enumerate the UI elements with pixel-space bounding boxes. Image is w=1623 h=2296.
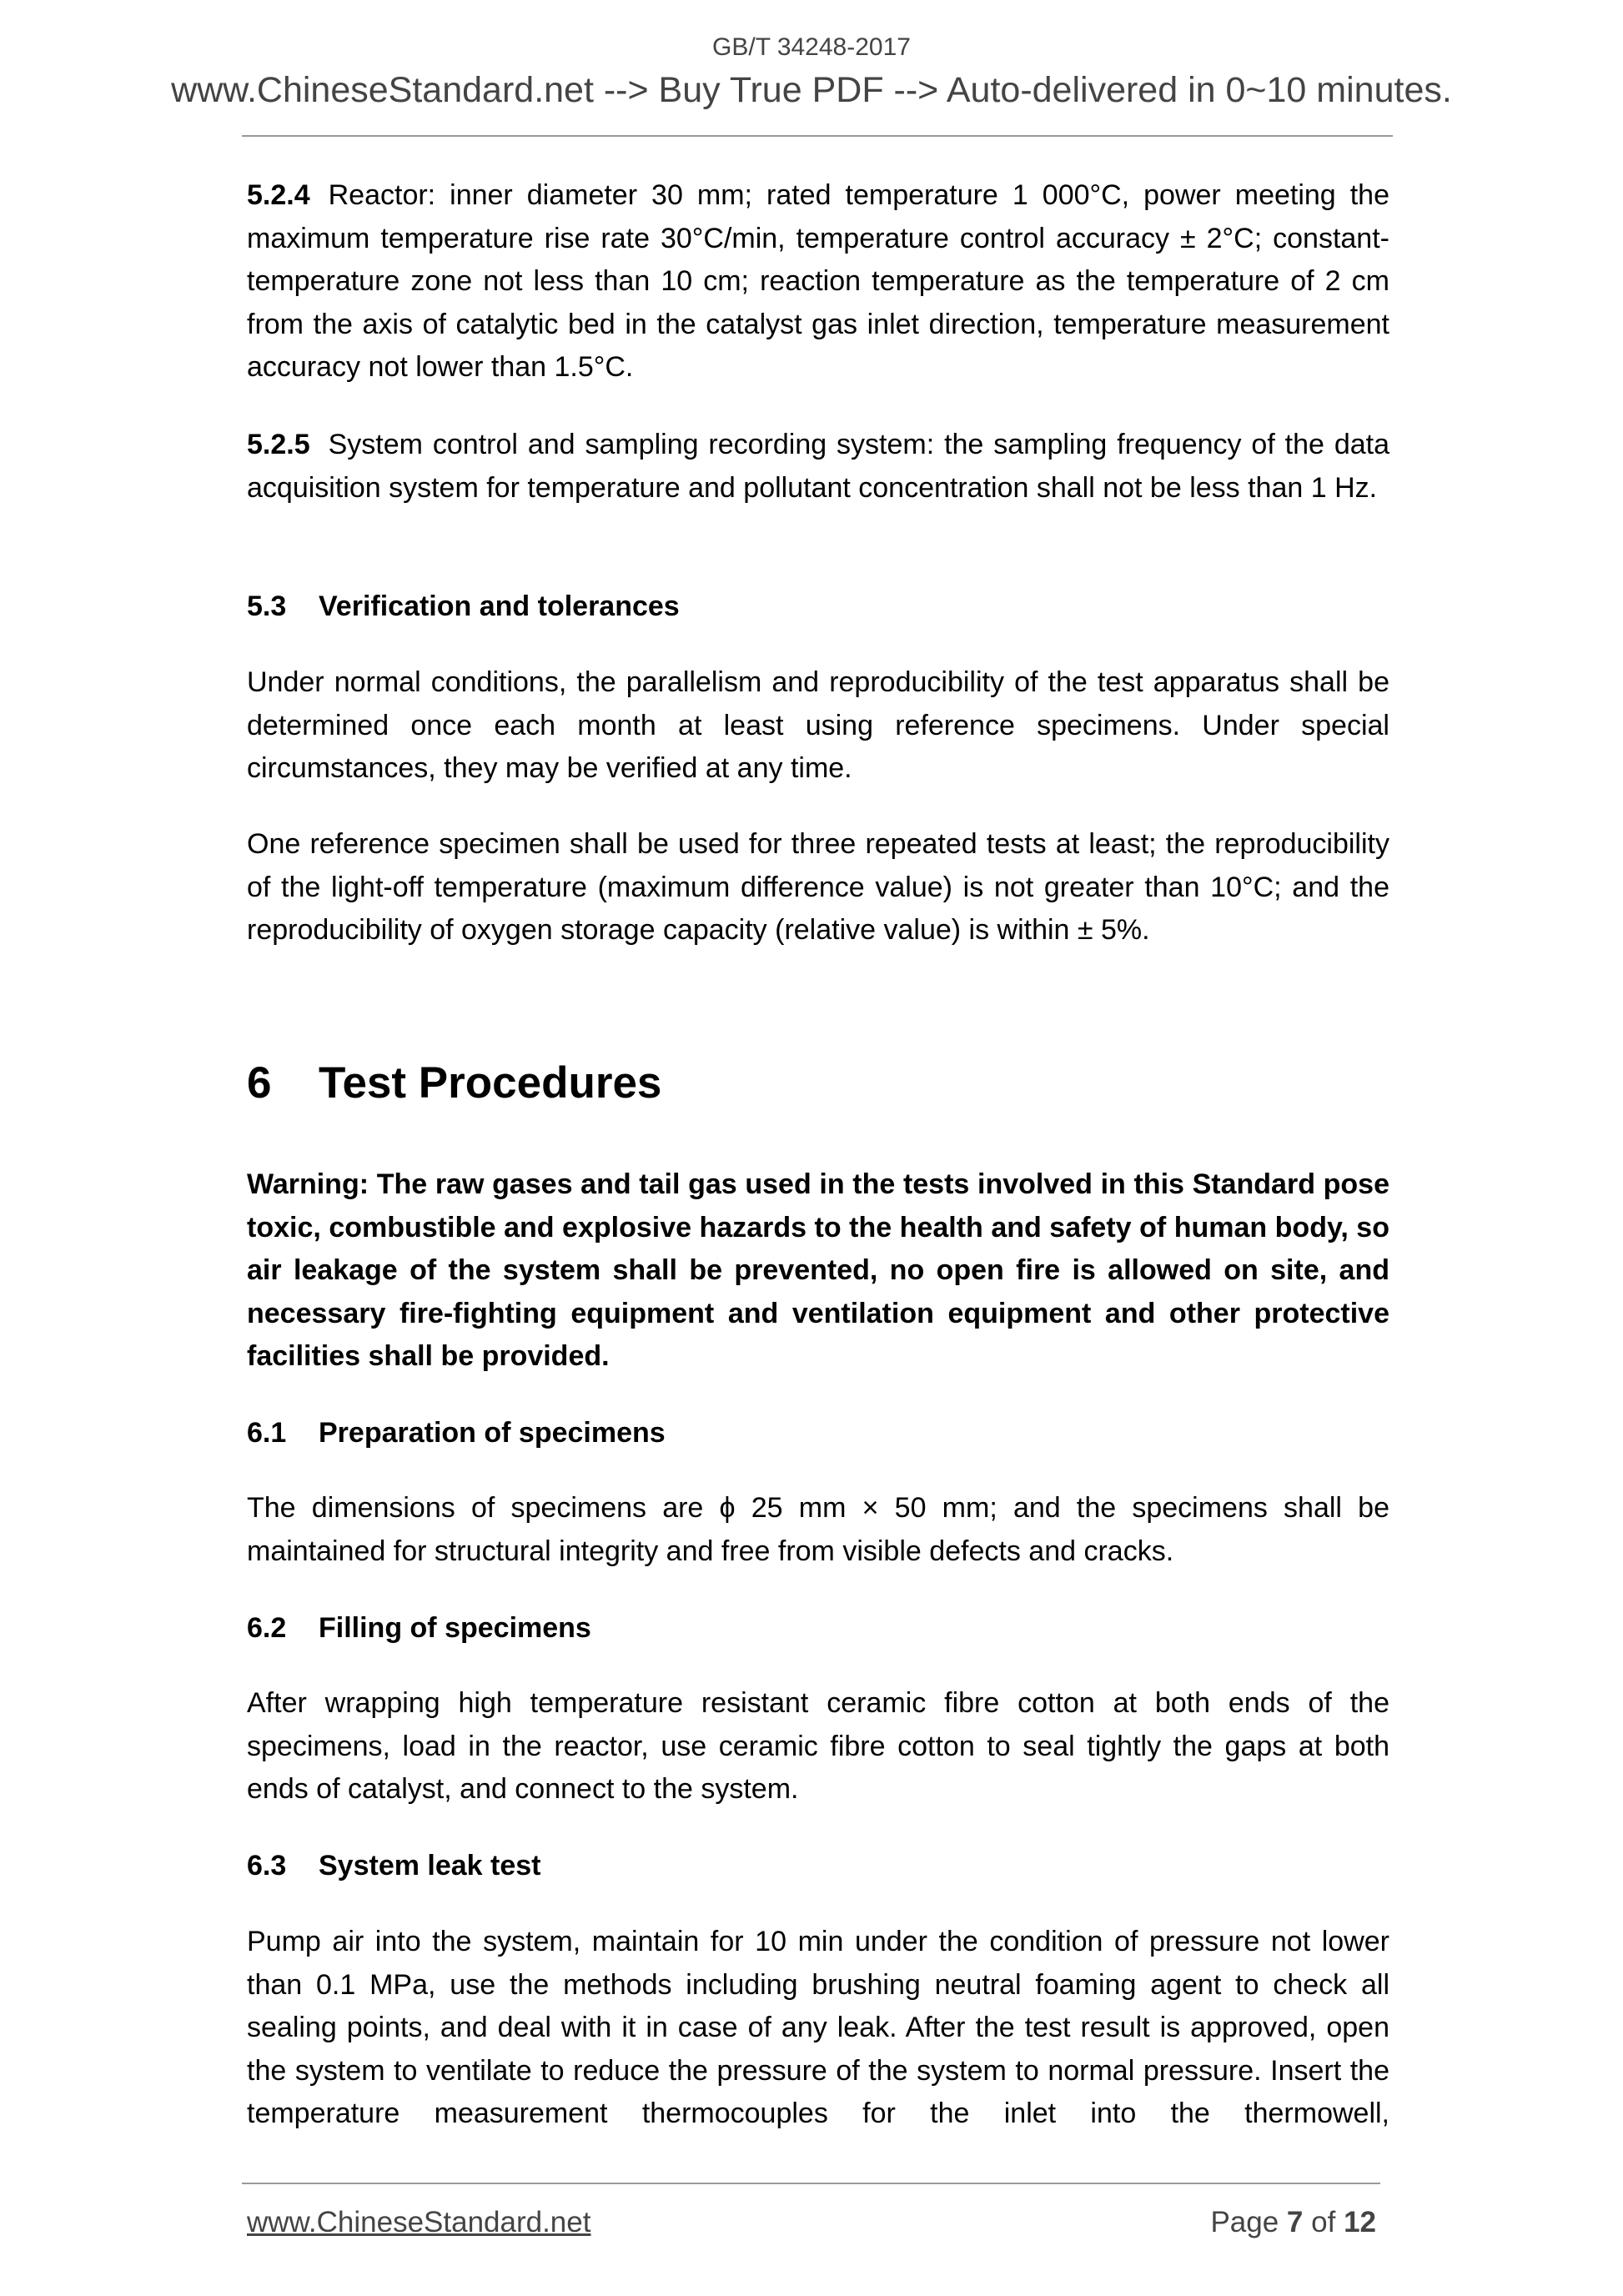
promo-banner: www.ChineseStandard.net --> Buy True PDF --> Auto-delivered in 0~10 minutes. xyxy=(171,70,1452,110)
heading-title: Preparation of specimens xyxy=(319,1417,666,1449)
page-indicator xyxy=(1210,2206,1376,2239)
heading-title: Filling of specimens xyxy=(319,1612,591,1644)
warning-paragraph: Warning: The raw gases and tail gas used in the tests involved in this Standard pose toxic, combustible and explosive hazards to the health and safety of human body, so air leakage of the system shall be prevented, no open fire is allowed on site, and necessary fire-fighting equipment and ventilation equipment and other protective facilities shall be provided. xyxy=(247,1168,1389,1372)
footer-site-link[interactable]: www.ChineseStandard.net xyxy=(247,2206,591,2238)
paragraph: The dimensions of specimens are ϕ 25 mm × 50 mm; and the specimens shall be maintained for structural integrity and free from visible defects and cracks. xyxy=(247,1492,1389,1567)
clause-5-2-5 xyxy=(247,424,1389,510)
heading-number: 6.1 xyxy=(247,1417,287,1449)
heading-5-3 xyxy=(247,585,1389,629)
paragraph: After wrapping high temperature resistant ceramic fibre cotton at both ends of the specimens, load in the reactor, use ceramic fibre cotton to seal tightly the gaps at both ends of catalyst, and connect to the system. xyxy=(247,1687,1389,1805)
heading-6-3 xyxy=(247,1845,1389,1888)
page-total: 12 xyxy=(1344,2206,1376,2238)
heading-number: 5.3 xyxy=(247,590,287,622)
heading-title: System leak test xyxy=(319,1850,541,1882)
document-code: GB/T 34248-2017 xyxy=(712,33,911,61)
page-of: of xyxy=(1311,2206,1336,2238)
heading-title: Verification and tolerances xyxy=(319,590,680,622)
paragraph: One reference specimen shall be used for three repeated tests at least; the reproducibility of the light-off temperature (maximum difference value) is not greater than 10°C; and the reproducibility of oxygen storage capacity (relative value) is within ± 5%. xyxy=(247,828,1389,946)
heading-number: 6.2 xyxy=(247,1612,287,1644)
clause-number: 5.2.4 xyxy=(247,179,310,211)
paragraph: Pump air into the system, maintain for 10 min under the condition of pressure not lower than 0.1 MPa, use the methods including brushing neutral foaming agent to check all sealing points, and deal with it in case of any leak. After the test result is approved, open the system to ventilate to reduce the pressure of the system to normal pressure. Insert the temperature measurement thermocouples for the inlet into the thermowell, xyxy=(247,1926,1389,2129)
heading-number: 6.3 xyxy=(247,1850,287,1882)
clause-5-2-4 xyxy=(247,174,1389,389)
heading-number: 6 xyxy=(247,1058,272,1108)
clause-number: 5.2.5 xyxy=(247,429,310,460)
clause-text: System control and sampling recording system: the sampling frequency of the data acquisition system for temperature and pollutant concentration shall not be less than 1 Hz. xyxy=(247,429,1389,504)
page-label: Page xyxy=(1210,2206,1279,2238)
heading-6 xyxy=(247,1058,661,1108)
clause-text: Reactor: inner diameter 30 mm; rated temperature 1 000°C, power meeting the maximum temperature rise rate 30°C/min, temperature control accuracy ± 2°C; constant-temperature zone not less than 10 cm; reaction temperature as the temperature of 2 cm from the axis of catalytic bed in the catalyst gas inlet direction, temperature measurement accuracy not lower than 1.5°C. xyxy=(247,179,1389,383)
paragraph: Under normal conditions, the parallelism and reproducibility of the test apparatus shall be determined once each month at least using reference specimens. Under special circumstances, they may be verified at any time. xyxy=(247,666,1389,784)
heading-6-2 xyxy=(247,1607,1389,1650)
header-rule xyxy=(242,135,1393,137)
page-number: 7 xyxy=(1286,2206,1304,2238)
heading-title: Test Procedures xyxy=(319,1058,662,1108)
footer-rule xyxy=(242,2183,1380,2184)
heading-6-1 xyxy=(247,1412,1389,1455)
